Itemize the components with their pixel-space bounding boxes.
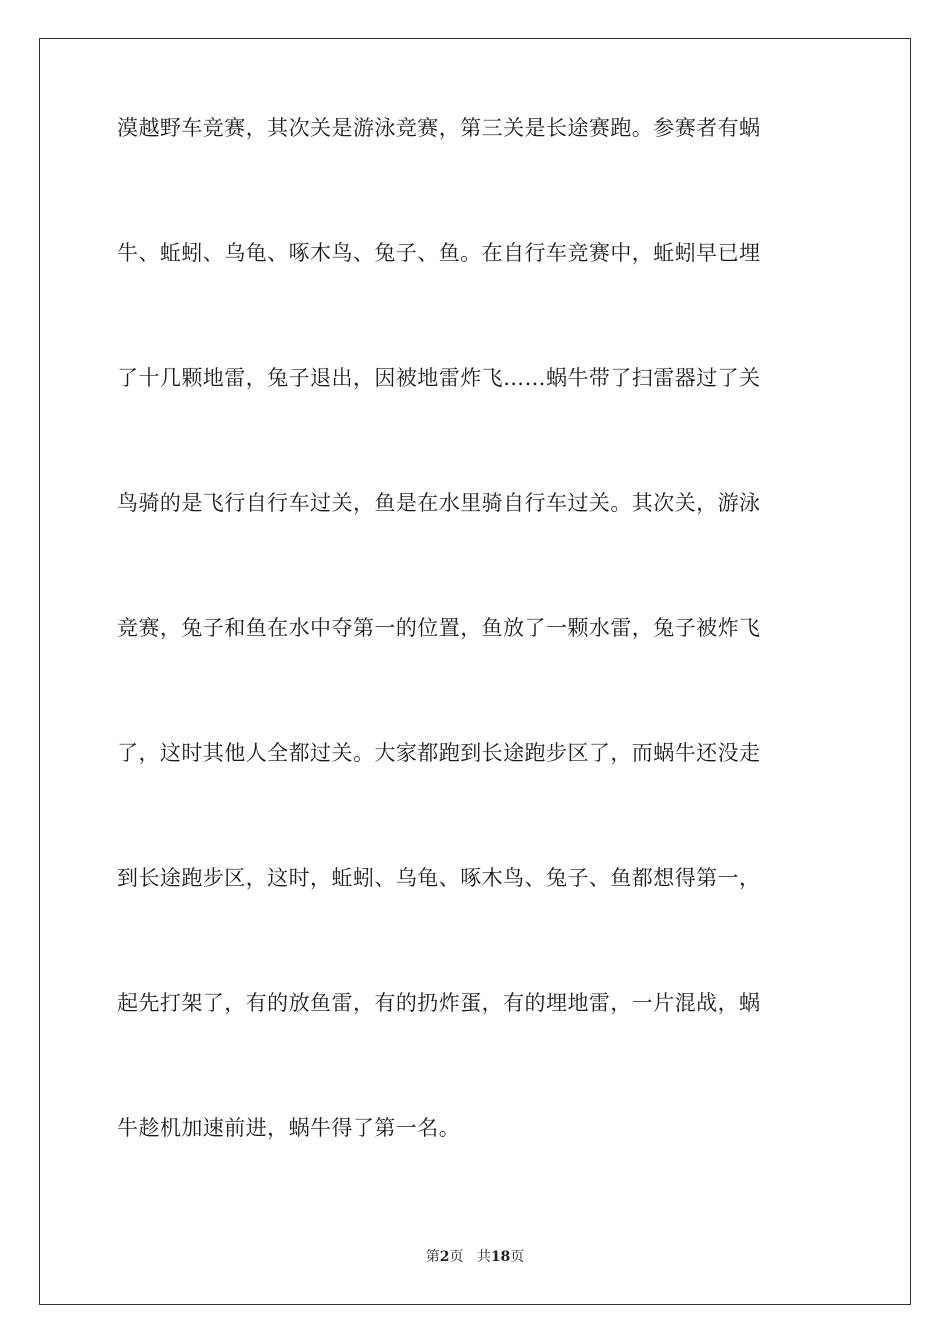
page-footer <box>0 1246 950 1266</box>
text-line-content: 了十几颗地雷，兔子退出，因被地雷炸飞……蜗牛带了扫雷器过了关 <box>117 366 761 390</box>
text-line-content: 漠越野车竞赛，其次关是游泳竞赛，第三关是长途赛跑。参赛者有蜗 <box>117 116 761 140</box>
text-line-content: 鸟骑的是飞行自行车过关，鱼是在水里骑自行车过关。其次关，游泳 <box>117 491 761 515</box>
body-text <box>117 116 833 1253</box>
text-line-content: 牛趁机加速前进，蜗牛得了第一名。 <box>117 1116 461 1140</box>
total-suffix: 页 <box>510 1249 525 1265</box>
text-line-content: 起先打架了，有的放鱼雷，有的扔炸蛋，有的埋地雷，一片混战，蜗 <box>117 991 761 1015</box>
page-number: 2 <box>439 1249 450 1265</box>
page-prefix: 第 <box>425 1249 440 1265</box>
total-pages: 18 <box>490 1249 511 1265</box>
total-prefix: 共 <box>476 1249 491 1265</box>
text-line-content: 牛、蚯蚓、乌龟、啄木鸟、兔子、鱼。在自行车竞赛中，蚯蚓早已埋 <box>117 241 761 265</box>
text-line-content: 竞赛，兔子和鱼在水中夺第一的位置，鱼放了一颗水雷，兔子被炸飞 <box>117 616 761 640</box>
text-line <box>117 1116 833 1253</box>
page-suffix: 页 <box>449 1249 464 1265</box>
text-line-content: 了，这时其他人全都过关。大家都跑到长途跑步区了，而蜗牛还没走 <box>117 741 761 765</box>
text-line-content: 到长途跑步区，这时，蚯蚓、乌龟、啄木鸟、兔子、鱼都想得第一， <box>117 866 761 890</box>
